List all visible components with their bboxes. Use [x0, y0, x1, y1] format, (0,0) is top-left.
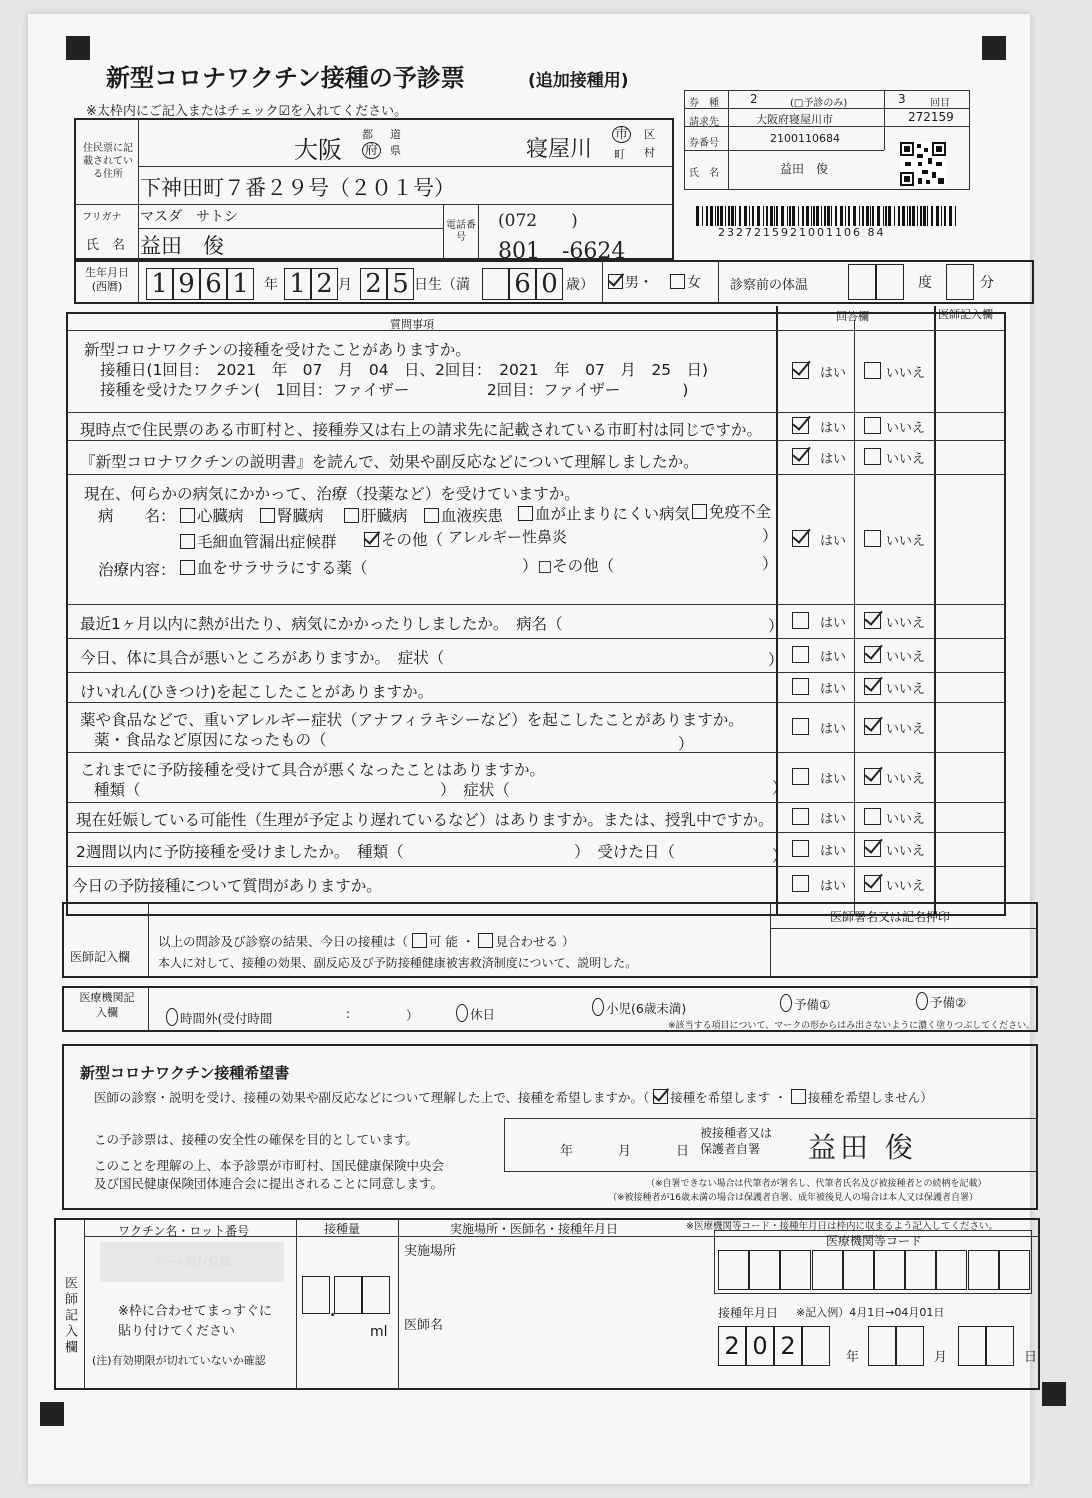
treatment-blood-thinner-label: 血をサラサラにする薬（ [197, 559, 368, 577]
yes-checkbox[interactable] [792, 678, 809, 695]
yes-label: はい [820, 616, 847, 631]
no-checkbox[interactable] [864, 646, 881, 663]
birth-year-unit: 年 [264, 277, 278, 293]
birth-year-digit[interactable]: 9 [173, 268, 200, 300]
record-year-digit[interactable] [802, 1326, 830, 1366]
pref-suffix-ken: 県 [390, 144, 401, 157]
dose-header: 接種量 [324, 1222, 361, 1236]
address-city: 寝屋川 [526, 137, 593, 162]
signer-label-2: 保護者自署 [700, 1142, 761, 1156]
female-label: 女 [687, 275, 701, 291]
ticket-dose-unit: 回目 [930, 98, 950, 109]
no-label: いいえ [886, 812, 926, 827]
yes-checkbox[interactable] [792, 417, 809, 434]
close-paren: ） [762, 555, 778, 573]
holiday-bubble[interactable] [456, 1004, 468, 1022]
row-divider [66, 440, 1006, 441]
disease-heart-checkbox[interactable] [180, 508, 195, 523]
disease-bleeding-label: 血が止まりにくい病気 [535, 505, 691, 523]
date-label: 接種年月日 [718, 1306, 779, 1320]
question-q9-type: 種類（ [94, 781, 141, 799]
record-day-unit: 日 [1024, 1350, 1038, 1365]
birth-label: 生年月日(西暦) [85, 266, 129, 293]
treatment-label: 治療内容： [98, 561, 176, 579]
disease-bleeding[interactable] [518, 502, 690, 524]
separator-dot: ・ [461, 934, 475, 949]
time-colon: : [346, 1006, 351, 1021]
facility-code-cell[interactable] [999, 1250, 1030, 1290]
question-q8-line2: 薬・食品など原因になったもの（ [94, 731, 327, 749]
facility-code-cell[interactable] [968, 1250, 999, 1290]
name-value: 益田 俊 [140, 234, 224, 258]
barcode-number: 2327215921001106 84 [718, 226, 886, 239]
not-want-vaccination-checkbox[interactable] [791, 1089, 806, 1104]
dose-digit-box[interactable] [302, 1276, 330, 1314]
consent-question-line [94, 1088, 933, 1106]
close-paren: ） [768, 617, 784, 635]
vaccination-postpone-label: 見合わせる [495, 934, 558, 949]
disease-liver-checkbox[interactable] [344, 508, 359, 523]
phone-label: 電話番号 [446, 220, 476, 243]
address-label: 住民票に記載されている住所 [83, 143, 133, 180]
sticker-note-2: 貼り付けてください [118, 1324, 236, 1339]
facility-code-cell[interactable] [812, 1250, 843, 1290]
yes-checkbox[interactable] [792, 362, 809, 379]
question-q7: けいれん(ひきつけ)を起こしたことがありますか。 [80, 683, 434, 701]
facility-code-cell[interactable] [905, 1250, 936, 1290]
age-digit[interactable]: 6 [509, 268, 536, 300]
disease-bleeding-checkbox[interactable] [518, 506, 533, 521]
birth-month-digit[interactable]: 2 [311, 268, 338, 300]
city-suffix-shi-circled: 市 [612, 126, 631, 143]
question-q6: 今日、体に具合が悪いところがありますか。 症状（ [80, 649, 445, 667]
row-divider [66, 638, 1006, 639]
reserve-2-label: 予備② [930, 995, 967, 1010]
question-q1-line2: 接種日(1回目： 2021 年 07 月 04 日、2回目： 2021 年 07 月 25 日) [100, 361, 709, 379]
place-doctor-date-header: 実施場所・医師名・接種年月日 [450, 1222, 619, 1236]
doctor-explained-text: 本人に対して、接種の効果、副反応及び予防接種健康被害救済制度について、説明した。 [158, 956, 638, 970]
holiday-label: 休日 [470, 1007, 496, 1022]
signer-label-1: 被接種者又は [700, 1126, 773, 1140]
ticket-number-label: 券番号 [689, 138, 719, 149]
option-holiday[interactable] [456, 1004, 495, 1023]
no-label: いいえ [886, 366, 926, 381]
doctor-signature-label: 医師署名又は記名押印 [830, 910, 951, 924]
registration-mark [1042, 1382, 1066, 1406]
age-unit: 歳） [566, 277, 594, 293]
form-title: 新型コロナワクチン接種の予診票 [106, 64, 465, 92]
no-checkbox[interactable] [864, 875, 881, 892]
facility-code-cell[interactable] [936, 1250, 967, 1290]
doctor-judgment-line [158, 932, 574, 950]
ticket-type-label: 券 種 [689, 98, 719, 109]
sticker-placeholder[interactable]: シール貼付位置 [100, 1242, 284, 1282]
facility-code-label: 医療機関等コード [826, 1234, 923, 1248]
no-checkbox[interactable] [864, 768, 881, 785]
no-label: いいえ [886, 534, 926, 549]
record-day-digit[interactable] [958, 1326, 986, 1366]
no-label: いいえ [886, 650, 926, 665]
row-divider [66, 604, 1006, 605]
dose-digit-box[interactable] [362, 1276, 390, 1314]
registration-mark [40, 1402, 64, 1426]
expiry-note: (注)有効期限が切れていないか確認 [92, 1354, 266, 1367]
pref-suffix-to: 都 [362, 128, 373, 141]
disease-liver-label: 肝臓病 [361, 507, 408, 525]
disease-capillary[interactable] [180, 530, 337, 552]
doctor-name-label: 医師名 [404, 1318, 444, 1333]
no-checkbox[interactable] [864, 530, 881, 547]
vaccination-possible-label: 可 能 [429, 934, 458, 949]
ticket-number-value: 2100110684 [770, 132, 840, 145]
furigana-value: マスダ サトシ [140, 209, 238, 225]
disease-immune-checkbox[interactable] [692, 504, 707, 519]
pref-suffix-fu-circled: 府 [362, 142, 381, 159]
not-want-vaccination-label: 接種を希望しません） [807, 1090, 933, 1105]
disease-blood-checkbox[interactable] [424, 508, 439, 523]
treatment-blood-thinner[interactable] [180, 556, 368, 578]
facility-code-cell[interactable] [780, 1250, 811, 1290]
yes-label: はい [820, 772, 847, 787]
after-hours-bubble[interactable] [166, 1008, 178, 1026]
row-divider [66, 832, 1006, 833]
yes-label: はい [820, 421, 847, 436]
row-divider [66, 412, 1006, 413]
facility-code-cell[interactable] [718, 1250, 749, 1290]
disease-label: 病 名： [98, 507, 176, 525]
ticket-dose-count: 3 [898, 92, 906, 106]
no-label: いいえ [886, 772, 926, 787]
billing-code: 272159 [908, 110, 954, 124]
birth-day-unit: 日生（満 [414, 277, 470, 293]
instruction-text: ※太枠内にご記入またはチェック☑を入れてください。 [86, 104, 408, 119]
sex-female[interactable] [670, 272, 701, 292]
consent-agree-1: このことを理解の上、本予診票が市町村、国民健康保険中央会 [94, 1158, 445, 1173]
qr-code-icon [900, 142, 946, 186]
sign-year-unit: 年 [560, 1144, 574, 1159]
barcode-icon [696, 206, 958, 226]
facility-code-cell[interactable] [843, 1250, 874, 1290]
disease-heart-label: 心臓病 [197, 507, 244, 525]
reserve-2-bubble[interactable] [916, 992, 928, 1010]
age-digit[interactable] [482, 268, 509, 300]
after-hours-label: 時間外(受付時間 [180, 1011, 273, 1026]
yes-checkbox[interactable] [792, 448, 809, 465]
row-divider [66, 802, 1006, 803]
separator-dot: ・ [774, 1090, 787, 1105]
dose-digit-box[interactable] [334, 1276, 362, 1314]
row-divider [66, 474, 1006, 475]
close-paren: ） [772, 779, 788, 797]
question-q10: 現在妊娠している可能性（生理が予定より遅れているなど）はありますか。または、授乳中ですか。 [76, 811, 774, 829]
billing-label: 請求先 [689, 117, 719, 128]
signature-note-1: （※自署できない場合は代筆者が署名し、代筆者氏名及び被接種者との続柄を記載） [646, 1179, 987, 1189]
yes-checkbox[interactable] [792, 646, 809, 663]
row-divider [66, 702, 1006, 703]
option-reserve-2[interactable] [916, 992, 966, 1011]
no-checkbox[interactable] [864, 448, 881, 465]
registration-mark [66, 36, 90, 60]
birth-year-digit[interactable]: 1 [227, 268, 254, 300]
ticket-type-value: 2 [750, 92, 758, 106]
child-bubble[interactable] [592, 998, 604, 1016]
no-label: いいえ [886, 722, 926, 737]
option-after-hours[interactable] [166, 1008, 272, 1027]
yes-checkbox[interactable] [792, 840, 809, 857]
pref-suffix-do: 道 [390, 128, 401, 141]
question-q11: 2週間以内に予防接種を受けましたか。 種類（ ） 受けた日（ [76, 843, 675, 861]
record-month-unit: 月 [934, 1350, 948, 1365]
yes-label: はい [820, 650, 847, 665]
no-label: いいえ [886, 452, 926, 467]
temperature-decimal-box[interactable] [946, 264, 974, 300]
phone-number: 801 -6624 [498, 239, 626, 264]
treatment-other: ）□その他（ [522, 557, 615, 575]
disease-other-label: その他（ [381, 531, 444, 549]
sticker-note-1: ※枠に合わせてまっすぐに [118, 1304, 272, 1319]
temperature-minor-unit: 分 [980, 275, 994, 291]
name-label: 氏 名 [86, 238, 126, 253]
date-example: ※記入例）4月1日→04月01日 [796, 1306, 945, 1319]
institution-note: ※該当する項目について、マークの形からはみ出さないように濃く塗りつぶしてください。 [668, 1021, 1036, 1031]
close-paren: ） [561, 934, 575, 949]
no-checkbox[interactable] [864, 808, 881, 825]
question-q1-line3: 接種を受けたワクチン( 1回目：ファイザー 2回目：ファイザー ) [100, 381, 689, 399]
furigana-label: フリガナ [82, 212, 122, 223]
temperature-degree-unit: 度 [918, 275, 932, 291]
no-checkbox[interactable] [864, 678, 881, 695]
yes-label: はい [820, 879, 847, 894]
yes-checkbox[interactable] [792, 530, 809, 547]
no-label: いいえ [886, 682, 926, 697]
close-paren: ） [768, 651, 784, 669]
row-divider [66, 672, 1006, 673]
time-close: ） [406, 1008, 419, 1023]
disease-other-text: アレルギー性鼻炎 [448, 528, 568, 546]
vaccination-postpone-checkbox[interactable] [478, 933, 493, 948]
record-year-digit[interactable]: 0 [746, 1326, 774, 1366]
no-checkbox[interactable] [864, 417, 881, 434]
address-prefecture: 大阪 [294, 136, 342, 164]
record-side-label: 医師記入欄 [62, 1276, 77, 1356]
disease-blood[interactable] [424, 504, 503, 526]
facility-code-cell[interactable] [749, 1250, 780, 1290]
disease-other-checkbox[interactable] [364, 532, 379, 547]
option-reserve-1[interactable] [780, 994, 830, 1013]
yes-checkbox[interactable] [792, 768, 809, 785]
birth-day-digit[interactable]: 5 [387, 268, 414, 300]
city-suffix-mura: 村 [644, 146, 655, 159]
consent-question-text: 医師の診察・説明を受け、接種の効果や副反応などについて理解した上で、接種を希望しますか。（ [94, 1090, 650, 1105]
close-paren: ） [678, 735, 694, 753]
question-q2: 現時点で住民票のある市町村と、接種券又は右上の請求先に記載されている市町村は同じですか。 [80, 421, 763, 439]
record-day-digit[interactable] [986, 1326, 1014, 1366]
birth-day-digit[interactable]: 2 [360, 268, 387, 300]
yes-label: はい [820, 452, 847, 467]
birth-month-digit[interactable]: 1 [284, 268, 311, 300]
male-checkbox[interactable] [608, 274, 623, 289]
record-note: ※医療機関等コード・接種年月日は枠内に収まるよう記入してください。 [686, 1221, 998, 1232]
temperature-label: 診察前の体温 [730, 278, 809, 293]
question-q5: 最近1ヶ月以内に熱が出たり、病気にかかったりしましたか。 病名（ [80, 615, 563, 633]
question-q9-symptom: ） 症状（ [440, 781, 510, 799]
yes-checkbox[interactable] [792, 808, 809, 825]
disease-other[interactable] [364, 528, 443, 550]
male-label: 男・ [625, 275, 653, 291]
question-q12: 今日の予防接種について質問がありますか。 [72, 877, 382, 895]
age-digit[interactable]: 0 [536, 268, 563, 300]
no-checkbox[interactable] [864, 840, 881, 857]
record-year-digit[interactable]: 2 [774, 1326, 802, 1366]
want-vaccination-label: 接種を希望します [670, 1090, 771, 1105]
yes-label: はい [820, 812, 847, 827]
patient-signature: 益田 俊 [808, 1131, 917, 1164]
vaccination-possible-checkbox[interactable] [412, 933, 427, 948]
temperature-digit-box[interactable] [848, 264, 876, 300]
no-checkbox[interactable] [864, 362, 881, 379]
row-divider [66, 866, 1006, 867]
dose-unit: ml [370, 1324, 388, 1340]
close-paren: ） [772, 847, 788, 865]
sex-male[interactable] [608, 272, 653, 292]
disease-kidney-label: 腎臓病 [277, 507, 324, 525]
form-subtitle: (追加接種用) [528, 71, 629, 91]
question-q8-line1: 薬や食品などで、重いアレルギー症状（アナフィラキシーなど）を起こしたことがありますか。 [80, 711, 744, 729]
ticket-name-value: 益田 俊 [780, 162, 829, 176]
birth-month-unit: 月 [338, 277, 352, 293]
signature-note-2: （※被接種者が16歳未満の場合は保護者自署、成年被後見人の場合は本人又は保護者自署） [608, 1193, 978, 1203]
disease-immune[interactable] [692, 500, 771, 522]
birth-year-digit[interactable]: 1 [146, 268, 173, 300]
yes-label: はい [820, 366, 847, 381]
sign-month-unit: 月 [618, 1144, 632, 1159]
consent-title: 新型コロナワクチン接種希望書 [80, 1064, 290, 1082]
female-checkbox[interactable] [670, 274, 685, 289]
temperature-digit-box[interactable] [876, 264, 904, 300]
consent-purpose: この予診票は、接種の安全性の確保を目的としています。 [94, 1132, 419, 1147]
disease-blood-label: 血液疾患 [441, 507, 504, 525]
decimal-point: . [330, 1304, 336, 1320]
yes-label: はい [820, 722, 847, 737]
disease-heart[interactable] [180, 504, 244, 526]
reserve-1-bubble[interactable] [780, 994, 792, 1012]
city-suffix-ku: 区 [644, 128, 655, 141]
reserve-1-label: 予備① [794, 997, 831, 1012]
disease-immune-label: 免疫不全 [709, 503, 772, 521]
institution-label: 医療機関記入欄 [79, 991, 135, 1019]
ticket-type-note: (□予診のみ) [790, 98, 848, 109]
disease-capillary-checkbox[interactable] [180, 534, 195, 549]
address-line2: 下神田町７番２９号（２０１号） [140, 176, 455, 200]
treatment-blood-thinner-checkbox[interactable] [180, 560, 195, 575]
yes-checkbox[interactable] [792, 612, 809, 629]
consent-agree-2: 及び国民健康保険団体連合会に提出されることに同意します。 [94, 1176, 444, 1191]
phone-area: (072 ) [498, 211, 578, 231]
vaccine-lot-header: ワクチン名・ロット番号 [118, 1224, 250, 1238]
no-checkbox[interactable] [864, 612, 881, 629]
birth-year-digit[interactable]: 6 [200, 268, 227, 300]
yes-label: はい [820, 534, 847, 549]
record-year-unit: 年 [846, 1350, 860, 1365]
record-month-digit[interactable] [896, 1326, 924, 1366]
yes-checkbox[interactable] [792, 875, 809, 892]
close-paren: ） [762, 527, 778, 545]
doctor-column-header: 医師記入欄 [938, 308, 993, 321]
child-label: 小児(6歳未満) [606, 1001, 687, 1016]
disease-liver[interactable] [344, 504, 408, 526]
question-q3: 『新型コロナワクチンの説明書』を読んで、効果や副反応などについて理解しましたか。 [80, 453, 699, 471]
want-vaccination-checkbox[interactable] [653, 1089, 668, 1104]
option-child[interactable] [592, 998, 686, 1017]
facility-code-cell[interactable] [874, 1250, 905, 1290]
record-month-digit[interactable] [868, 1326, 896, 1366]
place-label: 実施場所 [404, 1244, 457, 1259]
disease-kidney[interactable] [260, 504, 324, 526]
city-suffix-machi: 町 [614, 148, 625, 161]
doctor-judgment-text: 以上の問診及び診察の結果、今日の接種は（ [158, 934, 409, 949]
question-q1-line1: 新型コロナワクチンの接種を受けたことがありますか。 [84, 341, 471, 359]
record-year-digit[interactable]: 2 [718, 1326, 746, 1366]
disease-capillary-label: 毛細血管漏出症候群 [197, 533, 337, 551]
registration-mark [982, 36, 1006, 60]
no-label: いいえ [886, 616, 926, 631]
question-q4-line1: 現在、何らかの病気にかかって、治療（投薬など）を受けていますか。 [84, 485, 580, 503]
pref-suffix-fu [362, 142, 381, 159]
no-checkbox[interactable] [864, 718, 881, 735]
sign-day-unit: 日 [676, 1144, 690, 1159]
row-divider [66, 752, 1006, 753]
yes-label: はい [820, 844, 847, 859]
form-paper [28, 14, 1038, 1484]
no-label: いいえ [886, 844, 926, 859]
question-header: 質問事項 [390, 318, 434, 331]
ticket-name-label: 氏 名 [689, 168, 719, 179]
disease-kidney-checkbox[interactable] [260, 508, 275, 523]
billing-value: 大阪府寝屋川市 [756, 113, 833, 126]
question-q9-line1: これまでに予防接種を受けて具合が悪くなったことはありますか。 [80, 761, 546, 779]
yes-checkbox[interactable] [792, 718, 809, 735]
doctor-section-label: 医師記入欄 [70, 950, 131, 964]
no-label: いいえ [886, 421, 926, 436]
no-label: いいえ [886, 879, 926, 894]
answer-header: 回答欄 [836, 310, 869, 323]
yes-label: はい [820, 682, 847, 697]
